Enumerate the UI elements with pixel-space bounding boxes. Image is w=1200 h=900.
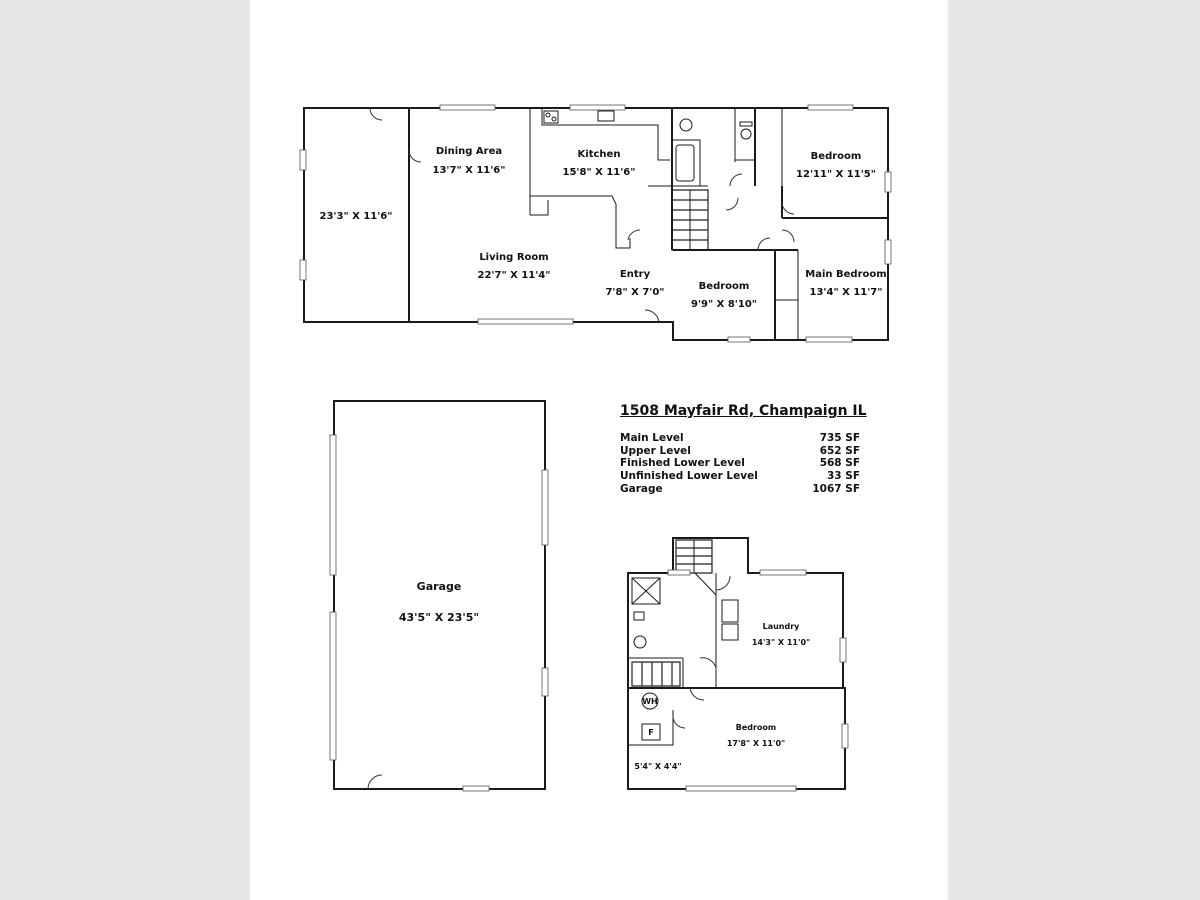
kitchen-dims: 15'8" X 11'6" <box>562 167 636 178</box>
laundry-dims: 14'3" X 11'0" <box>751 638 811 647</box>
entry-dims: 7'8" X 7'0" <box>605 287 665 298</box>
laundry-label: Laundry <box>762 622 800 631</box>
bedroom-upper-right-dims: 12'11" X 11'5" <box>796 169 876 180</box>
area-label: Unfinished Lower Level <box>620 470 758 483</box>
lower-bedroom-dims: 17'8" X 11'0" <box>726 739 786 748</box>
utility-dims: 5'4" X 4'4" <box>634 762 682 771</box>
dining-area-label: Dining Area <box>435 146 503 157</box>
living-room-dims: 22'7" X 11'4" <box>477 270 551 281</box>
kitchen-label: Kitchen <box>577 149 621 160</box>
unnamed-room-dims: 23'3" X 11'6" <box>319 211 393 222</box>
main-bedroom-dims: 13'4" X 11'7" <box>809 287 883 298</box>
area-value: 652 SF <box>819 444 860 457</box>
bedroom-upper-right-label: Bedroom <box>810 151 862 162</box>
lower-level-plan <box>628 538 848 791</box>
lower-bedroom-label: Bedroom <box>735 723 777 732</box>
wh-label: WH <box>642 697 658 706</box>
garage-label: Garage <box>416 580 462 593</box>
area-summary <box>620 403 867 496</box>
area-row <box>620 470 860 483</box>
property-address: 1508 Mayfair Rd, Champaign IL <box>620 403 867 419</box>
bedroom-small-label: Bedroom <box>698 281 750 292</box>
area-row <box>620 457 860 470</box>
bedroom-small-dims: 9'9" X 8'10" <box>690 299 758 310</box>
garage-plan <box>330 401 548 791</box>
living-room-label: Living Room <box>479 252 549 263</box>
area-row <box>620 445 860 458</box>
area-value: 568 SF <box>819 457 860 470</box>
area-label: Main Level <box>620 432 684 444</box>
main-floor-plan <box>300 105 891 342</box>
area-row <box>620 432 860 445</box>
area-label: Garage <box>620 482 663 495</box>
entry-label: Entry <box>619 269 651 280</box>
area-row <box>620 483 860 496</box>
area-label: Upper Level <box>620 444 691 457</box>
area-label: Finished Lower Level <box>620 457 745 470</box>
main-bedroom-label: Main Bedroom <box>805 269 887 280</box>
f-label: F <box>648 728 654 737</box>
area-value: 735 SF <box>819 432 860 444</box>
garage-dims: 43'5" X 23'5" <box>398 611 480 624</box>
area-value: 1067 SF <box>812 482 860 495</box>
dining-area-dims: 13'7" X 11'6" <box>432 165 506 176</box>
area-value: 33 SF <box>826 470 860 483</box>
